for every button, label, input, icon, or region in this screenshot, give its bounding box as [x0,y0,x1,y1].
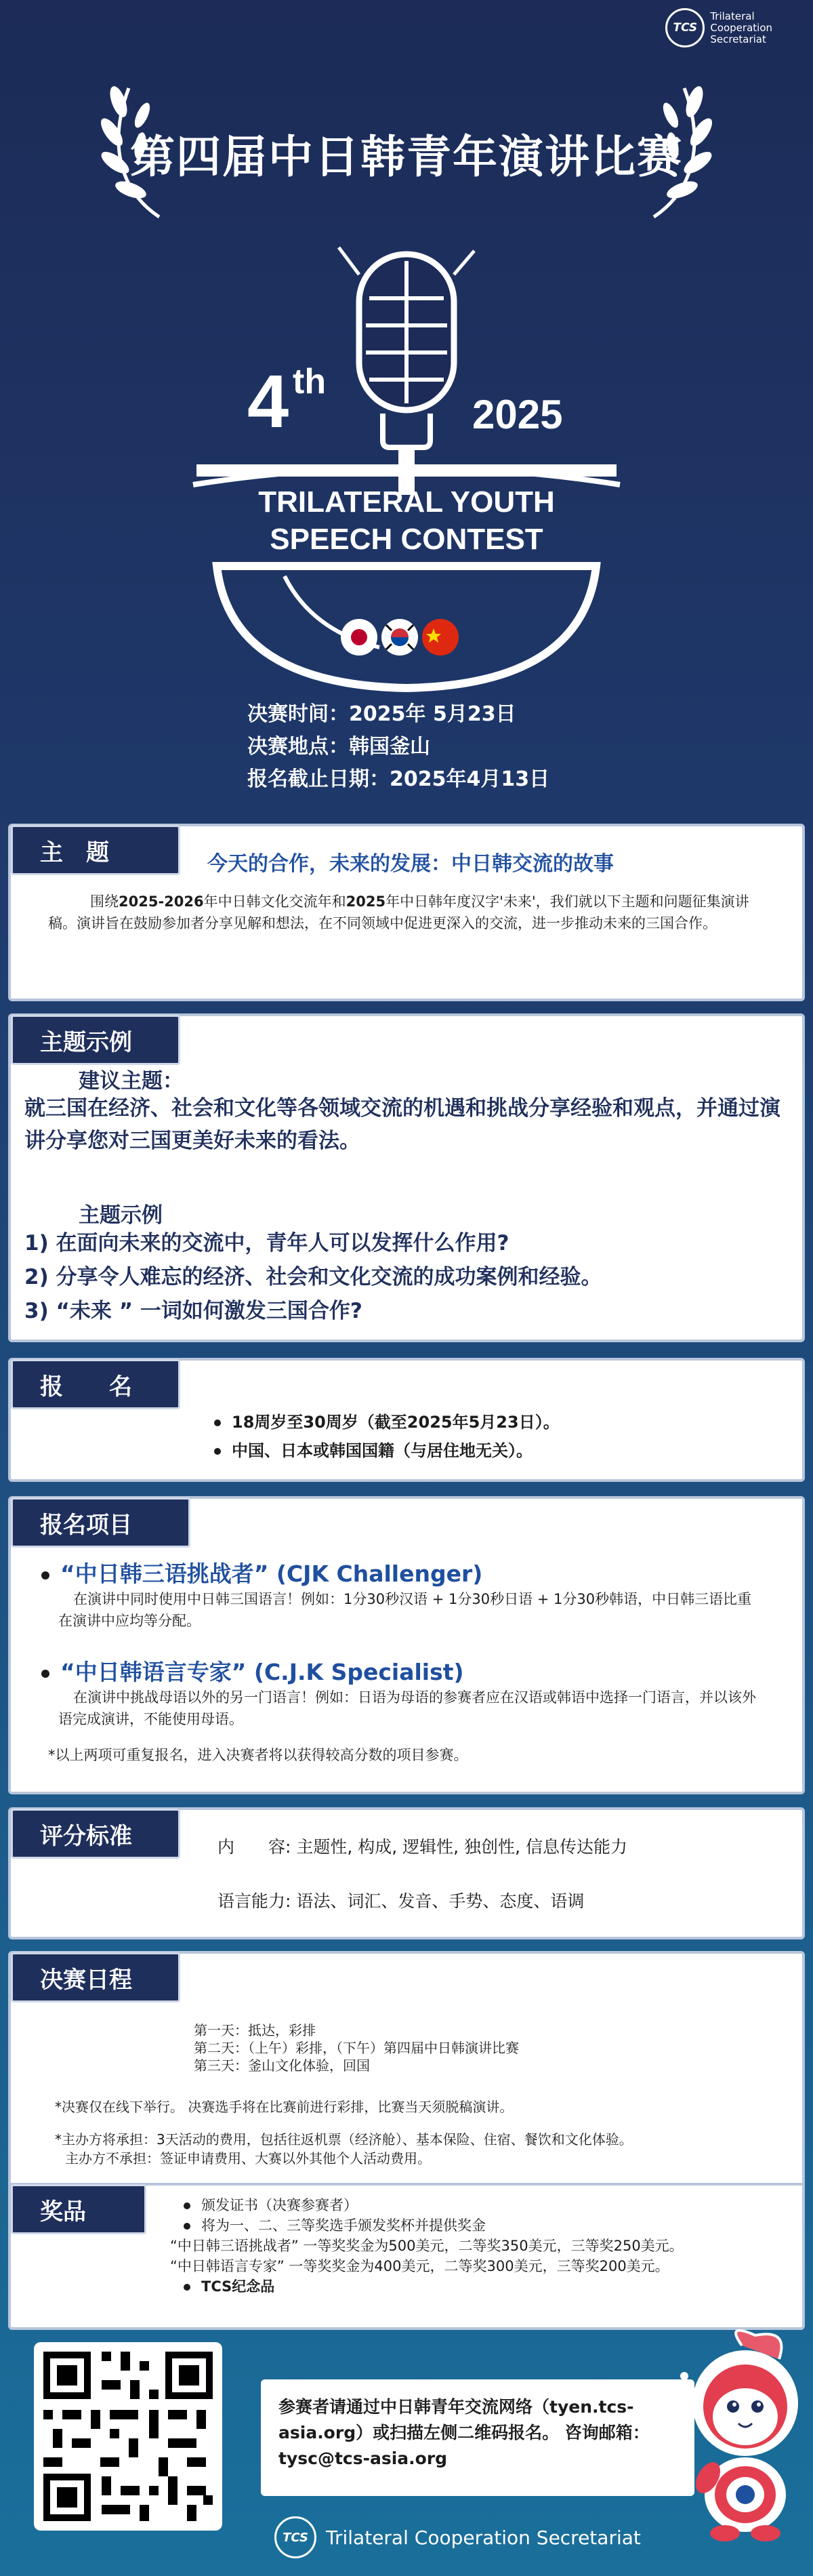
suggest-body: 就三国在经济、社会和文化等各领域交流的机遇和挑战分享经验和观点，并通过演讲分享您对三国更美好未来的看法。 [24,1096,780,1153]
edition-number: 4 [247,360,289,443]
awards-list [170,2195,793,2297]
schedule-note-2: *主办方将承担：3天活动的费用，包括往返机票（经济舱）、基本保险、住宿、餐饮和文化体验。 [55,2131,633,2148]
schedule-day-1: 第一天：抵达，彩排 [194,2022,316,2038]
bullet-icon [184,2284,190,2291]
contact-text: 参赛者请通过中日韩青年交流网络（tyen.tcs-asia.org）或扫描左侧二维码报名。 咨询邮箱：tysc@tcs-asia.org [278,2397,650,2468]
examples-list [24,1226,602,1328]
theme-headline: 今天的合作，未来的发展：中日韩交流的故事 [207,852,614,876]
schedule-tab: 决赛日程 [11,1952,180,2003]
final-place: 决赛地点：韩国釜山 [247,735,430,759]
korea-flag-icon [381,619,418,656]
cat1-title: “中日韩三语挑战者” (CJK Challenger) [41,1556,482,1588]
example-item: 3) “未来 ” 一词如何激发三国合作? [24,1299,362,1323]
tcs-logo-icon: TCS [665,8,705,47]
example-item: 2) 分享令人难忘的经济、社会和文化交流的成功案例和经验。 [24,1265,602,1289]
hero-graphic [0,224,813,698]
schedule-day-3: 第三天：釜山文化体验，回国 [194,2057,370,2074]
signup-section [8,1358,805,1482]
bullet-icon [41,1571,49,1579]
signup-item: 18周岁至30周岁（截至2025年5月23日）。 [214,1408,560,1436]
bullet-icon [41,1670,49,1678]
categories-tab: 报名项目 [11,1497,190,1548]
award-line-cjk: “中日韩三语挑战者” 一等奖奖金为500美元，二等奖350美元，三等奖250美元。 [170,2238,684,2254]
deadline: 报名截止日期：2025年4月13日 [247,767,550,791]
categories-note: *以上两项可重复报名，进入决赛者将以获得较高分数的项目参赛。 [48,1747,468,1763]
schedule-days [194,2021,519,2074]
awards-section [8,2183,805,2330]
contest-year: 2025 [472,392,563,437]
footer-org-name: Trilateral Cooperation Secretariat [326,2526,641,2549]
bullet-icon [214,1448,221,1455]
event-info [247,698,549,796]
signup-tab: 报 名 [11,1359,180,1409]
criteria-section [8,1807,805,1939]
examples-tab: 主题示例 [11,1015,180,1065]
award-item: 颁发证书（决赛参赛者） [184,2195,793,2215]
signup-item: 中国、日本或韩国国籍（与居住地无关）。 [214,1436,560,1465]
banner-line-1: TRILATERAL YOUTH [258,485,555,519]
cat1-desc: 在演讲中同时使用中日韩三国语言！例如：1分30秒汉语 + 1分30秒日语 + 1分30秒韩语，中日韩三语比重在演讲中应均等分配。 [58,1591,752,1629]
cat2-title: “中日韩语言专家” (C.J.K Specialist) [41,1655,464,1687]
example-item: 1) 在面向未来的交流中，青年人可以发挥什么作用? [24,1231,509,1255]
examples-section [8,1013,805,1342]
award-item: TCS纪念品 [184,2276,793,2297]
footer-logo [274,2516,641,2558]
schedule-note-3: 主办方不承担：签证申请费用、大赛以外其他个人活动费用。 [65,2150,431,2167]
categories-section [8,1496,805,1794]
criteria-language: 语言能力: 语法、词汇、发音、手势、态度、语调 [217,1891,585,1911]
microphone-icon [339,247,474,495]
china-flag-icon [422,619,459,656]
qr-code[interactable] [34,2342,222,2531]
schedule-note-1: *决赛仅在线下举行。 决赛选手将在比赛前进行彩排，比赛当天须脱稿演讲。 [55,2099,514,2115]
award-item: 将为一、二、三等奖选手颁发奖杯并提供奖金 [184,2215,793,2236]
schedule-day-2: 第二天：（上午）彩排，（下午）第四届中日韩演讲比赛 [194,2040,519,2056]
banner-line-2: SPEECH CONTEST [270,523,543,556]
contact-box [261,2379,694,2496]
awards-tab: 奖品 [11,2184,146,2234]
tcs-logo-top [665,8,772,47]
org-name-top: Trilateral Cooperation Secretariat [710,9,772,45]
theme-tab: 主 题 [11,825,180,875]
examples-heading: 主题示例 [79,1203,163,1228]
signup-list [214,1408,560,1465]
cat2-desc: 在演讲中挑战母语以外的另一门语言！例如：日语为母语的参赛者应在汉语或韩语中选择一门语言，并以该外语完成演讲，不能使用母语。 [58,1689,756,1727]
mascot-illustration [678,2322,806,2545]
theme-section [8,824,805,1001]
bullet-icon [184,2223,190,2230]
edition-suffix: th [293,362,327,401]
criteria-tab: 评分标准 [11,1809,180,1859]
japan-flag-icon [341,619,377,656]
award-line-specialist: “中日韩语言专家” 一等奖奖金为400美元，二等奖300美元，三等奖200美元。 [170,2258,669,2274]
tcs-logo-icon: TCS [274,2516,316,2558]
bullet-icon [184,2202,190,2209]
page-title: 第四届中日韩青年演讲比赛 [130,131,683,183]
final-time: 决赛时间：2025年 5月23日 [247,702,516,726]
bullet-icon [214,1420,221,1426]
qr-code-icon [34,2342,222,2531]
suggest-heading: 建议主题： [79,1069,184,1093]
criteria-content: 内 容: 主题性, 构成, 逻辑性, 独创性, 信息传达能力 [217,1837,627,1857]
theme-body: 围绕2025-2026年中日韩文化交流年和2025年中日韩年度汉字'未来'，我们就以下主题和问题征集演讲稿。演讲旨在鼓励参加者分享见解和想法，在不同领域中促进更深入的交流，进一步推动未来的三国合作。 [48,893,749,931]
